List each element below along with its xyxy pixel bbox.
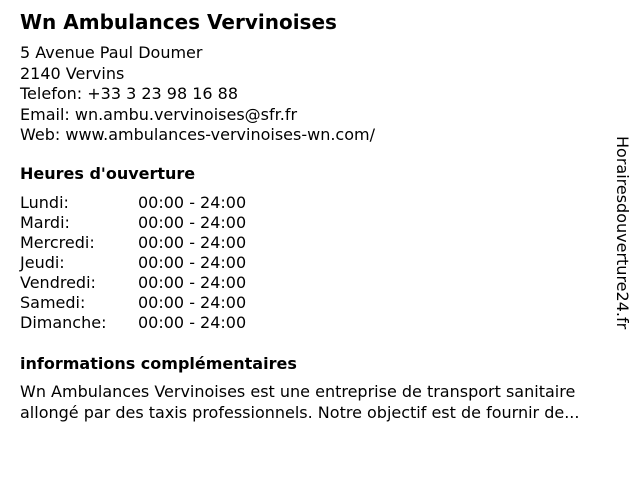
time-range: 00:00 - 24:00 bbox=[138, 253, 247, 272]
hours-row-monday bbox=[20, 193, 280, 213]
hours-row-friday bbox=[20, 273, 280, 293]
time-range: 00:00 - 24:00 bbox=[138, 313, 247, 332]
additional-info-heading: informations complémentaires bbox=[20, 354, 297, 373]
hours-row-saturday bbox=[20, 293, 280, 313]
hours-row-thursday bbox=[20, 253, 280, 273]
day-label: Mercredi: bbox=[20, 233, 95, 252]
hours-row-tuesday bbox=[20, 213, 280, 233]
day-label: Lundi: bbox=[20, 193, 69, 212]
day-label: Mardi: bbox=[20, 213, 70, 232]
business-name: Wn Ambulances Vervinoises bbox=[20, 10, 337, 34]
day-label: Dimanche: bbox=[20, 313, 107, 332]
time-range: 00:00 - 24:00 bbox=[138, 193, 247, 212]
site-watermark: Horairesdouverture24.fr bbox=[613, 136, 632, 330]
day-label: Jeudi: bbox=[20, 253, 65, 272]
website-address: Web: www.ambulances-vervinoises-wn.com/ bbox=[20, 125, 375, 144]
opening-hours-table bbox=[20, 193, 280, 333]
contact-block bbox=[20, 43, 375, 146]
time-range: 00:00 - 24:00 bbox=[138, 233, 247, 252]
hours-row-wednesday bbox=[20, 233, 280, 253]
phone-number: Telefon: +33 3 23 98 16 88 bbox=[20, 84, 239, 103]
time-range: 00:00 - 24:00 bbox=[138, 213, 247, 232]
time-range: 00:00 - 24:00 bbox=[138, 293, 247, 312]
day-label: Vendredi: bbox=[20, 273, 96, 292]
address-city: 2140 Vervins bbox=[20, 63, 125, 83]
hours-row-sunday bbox=[20, 313, 280, 333]
day-label: Samedi: bbox=[20, 293, 86, 312]
info-line: Wn Ambulances Vervinoises est une entreprise de transport sanitaire bbox=[20, 382, 576, 401]
additional-info-text bbox=[20, 381, 632, 423]
info-line: allongé par des taxis professionnels. Notre objectif est de fournir de... bbox=[20, 403, 580, 422]
opening-hours-heading: Heures d'ouverture bbox=[20, 164, 196, 183]
address-street: 5 Avenue Paul Doumer bbox=[20, 43, 203, 62]
email-address: Email: wn.ambu.vervinoises@sfr.fr bbox=[20, 104, 298, 124]
time-range: 00:00 - 24:00 bbox=[138, 273, 247, 292]
